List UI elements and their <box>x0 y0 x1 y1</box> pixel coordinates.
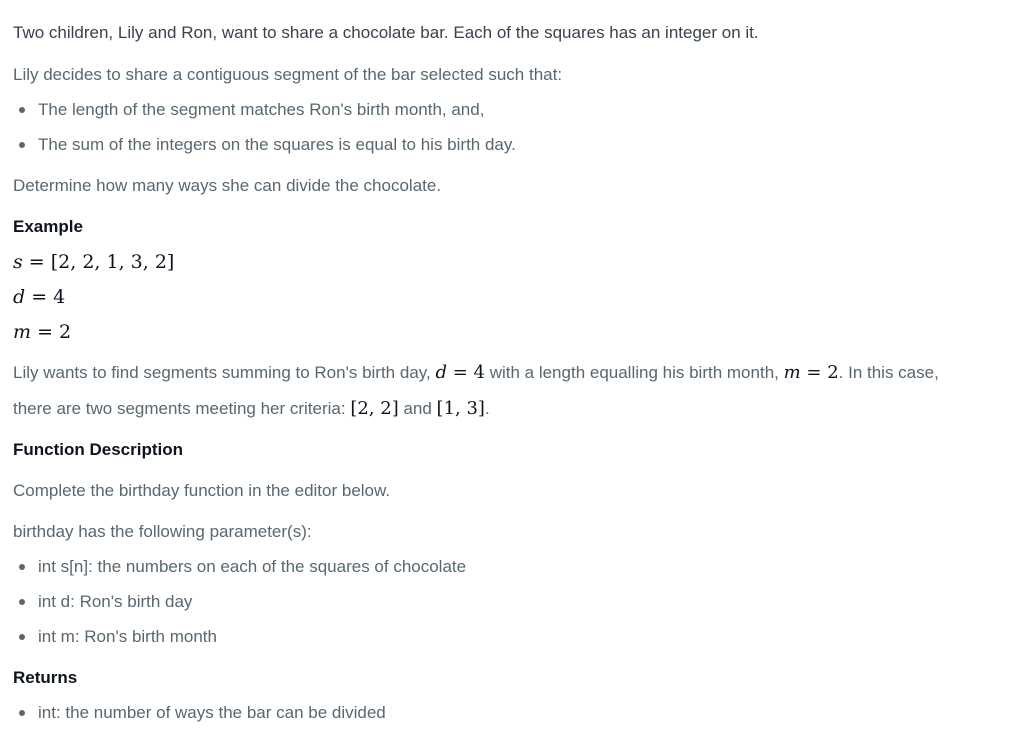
bullet-dot <box>19 564 25 570</box>
param-item: int s[n]: the numbers on each of the squares of chocolate <box>38 557 467 576</box>
inline-m-equation: m = 2 <box>783 362 839 383</box>
s-value: [2, 2, 1, 3, 2] <box>50 251 175 273</box>
criteria-item: The sum of the integers on the squares is equal to his birth day. <box>38 135 516 154</box>
bullet-dot <box>19 599 25 605</box>
example-explanation-line1 <box>13 362 939 384</box>
example-m-equation: m = 2 <box>13 321 72 343</box>
explanation-text: with a length equalling his birth month, <box>484 363 784 382</box>
criteria-item: The length of the segment matches Ron's birth month, and, <box>38 100 485 119</box>
d-value: 4 <box>53 286 66 308</box>
example-heading: Example <box>13 217 83 236</box>
intro-text: Two children, Lily and Ron, want to share a chocolate bar. Each of the squares has an integer on it. <box>13 23 759 42</box>
explanation-text: and <box>398 399 437 418</box>
example-explanation-line2 <box>13 398 490 420</box>
inline-d-equation: d = 4 <box>435 362 485 383</box>
d-variable: d <box>13 286 26 308</box>
determine-text: Determine how many ways she can divide the chocolate. <box>13 176 442 195</box>
explanation-text: there are two segments meeting her criteria: <box>13 399 351 418</box>
explanation-text: . In this case, <box>838 363 939 382</box>
explanation-text: Lily wants to find segments summing to Ron's birth day, <box>13 363 436 382</box>
returns-heading: Returns <box>13 668 78 687</box>
param-item: int m: Ron's birth month <box>38 627 217 646</box>
example-d-equation: d = 4 <box>13 286 66 308</box>
function-complete-text: Complete the birthday function in the editor below. <box>13 481 391 500</box>
bullet-dot <box>19 634 25 640</box>
s-variable: s <box>13 251 23 273</box>
bullet-dot <box>19 142 25 148</box>
params-intro-text: birthday has the following parameter(s): <box>13 522 312 541</box>
m-variable: m <box>13 321 32 343</box>
example-s-equation: s = [2, 2, 1, 3, 2] <box>13 251 175 273</box>
explanation-text: . <box>484 399 490 418</box>
returns-item: int: the number of ways the bar can be divided <box>38 703 386 722</box>
param-item: int d: Ron's birth day <box>38 592 193 611</box>
bullet-dot <box>19 107 25 113</box>
function-description-heading: Function Description <box>13 440 183 459</box>
bullet-dot <box>19 710 25 716</box>
m-value: 2 <box>59 321 72 343</box>
segment-one: [2, 2] <box>350 398 399 419</box>
segment-two: [1, 3] <box>436 398 485 419</box>
criteria-intro-text: Lily decides to share a contiguous segment of the bar selected such that: <box>13 65 563 84</box>
